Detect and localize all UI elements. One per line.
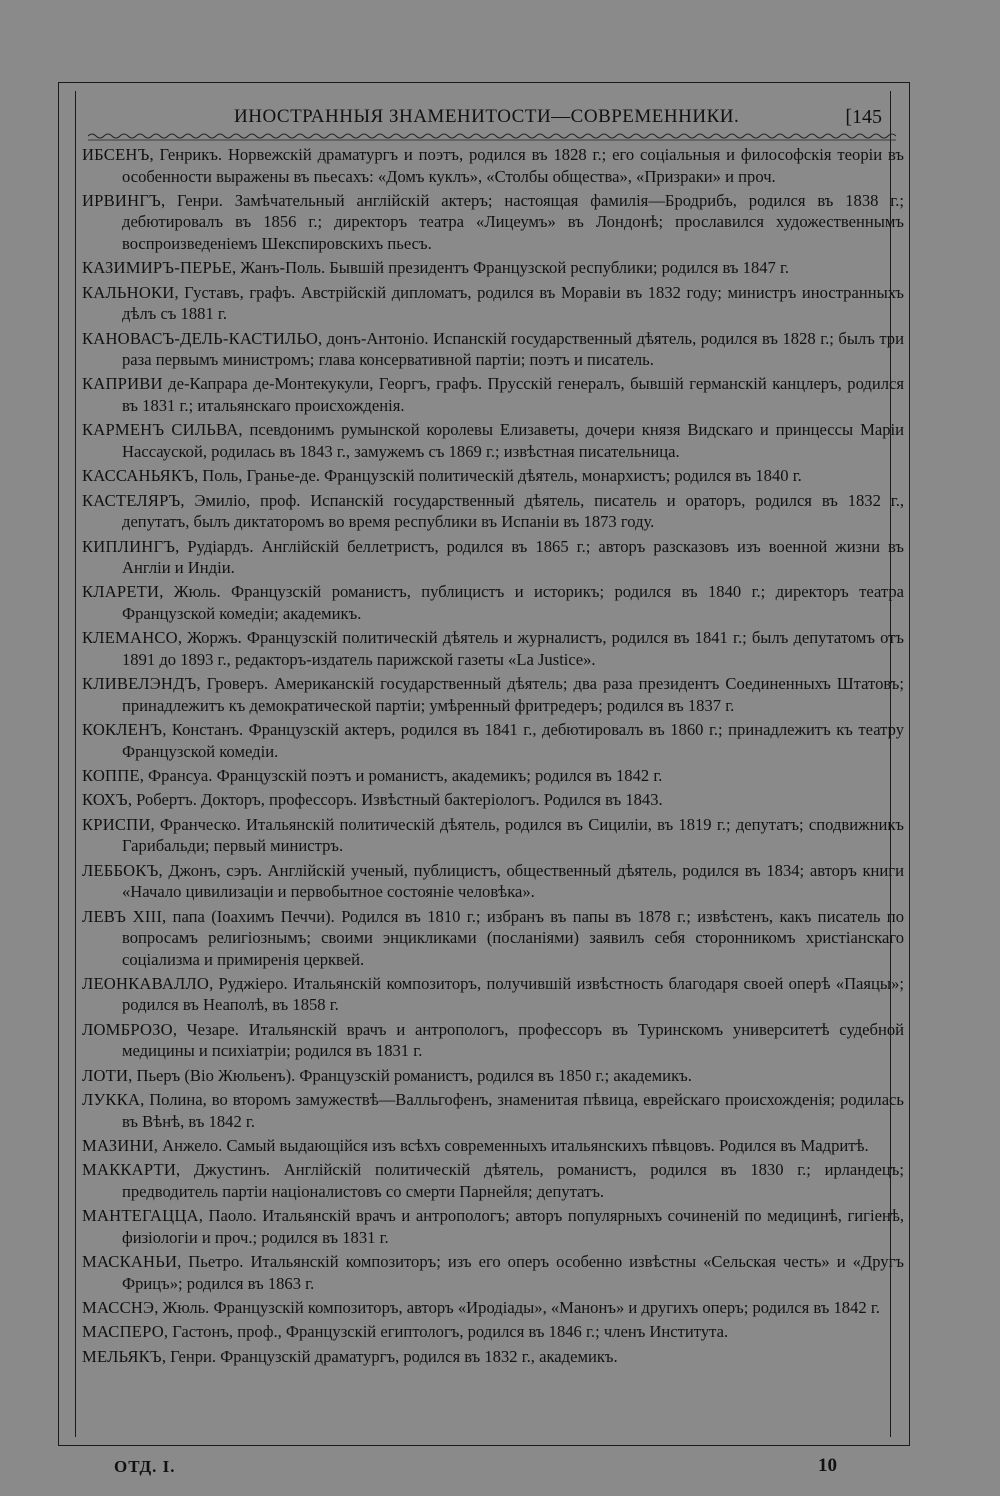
entry-name: КЛАРЕТИ bbox=[82, 582, 160, 602]
entry-text: , Генрикъ. Норвежскій драматургъ и поэтъ, родился въ 1828 г.; его соціальныя и философскія теоріи въ особенности выражены въ пьесахъ: «Домъ куклъ», «Столбы общества», «Призраки» и проч. bbox=[122, 145, 904, 186]
entry-name: МАСКАНЬИ bbox=[82, 1252, 178, 1272]
entry-text: , Генри. Французскій драматургъ, родился въ 1832 г., академикъ. bbox=[161, 1346, 618, 1366]
entry bbox=[82, 373, 904, 416]
entry-text: , Робертъ. Докторъ, профессоръ. Извѣстный бактеріологъ. Родился въ 1843. bbox=[127, 790, 663, 810]
entry-name: ЛЕОНКАВАЛЛО bbox=[82, 973, 210, 993]
entry bbox=[82, 465, 904, 487]
entry bbox=[82, 1251, 904, 1294]
entry-list bbox=[82, 144, 904, 1370]
entry-text: , Руджіеро. Итальянскій композиторъ, получившій извѣстность благодаря своей оперѣ «Паяцы»; родился въ Неаполѣ, въ 1858 г. bbox=[122, 973, 904, 1015]
entry bbox=[82, 906, 904, 971]
entry-text: , Эмиліо, проф. Испанскій государственный дѣятель, писатель и ораторъ, родился въ 1832 г., депутатъ, былъ диктаторомъ во время республики въ Испаніи въ 1873 году. bbox=[122, 490, 904, 532]
entry-text: , Жюль. Французскій композиторъ, авторъ «Иродіады», «Манонъ» и другихъ оперъ; родился въ 1842 г. bbox=[154, 1298, 880, 1318]
entry bbox=[82, 490, 904, 533]
entry-name: КАПРИВИ bbox=[82, 374, 163, 394]
entry-text: , Анжело. Самый выдающійся изъ всѣхъ современныхъ итальянскихъ пѣвцовъ. Родился въ Мадритѣ. bbox=[153, 1135, 869, 1155]
entry-name: ИРВИНГЪ bbox=[82, 190, 161, 210]
entry-name: КАЗИМИРЪ-ПЕРЬЕ bbox=[82, 258, 232, 278]
section-mark: ОТД. I. bbox=[114, 1457, 176, 1476]
entry bbox=[82, 581, 904, 624]
entry-text: , Франсуа. Французскій поэтъ и романистъ, академикъ; родился въ 1842 г. bbox=[139, 765, 663, 785]
entry-name: МАСПЕРО bbox=[82, 1322, 164, 1342]
running-title: ИНОСТРАННЫЯ ЗНАМЕНИТОСТИ—СОВРЕМЕННИКИ. bbox=[234, 106, 740, 127]
entry-name: МАККАРТИ bbox=[82, 1160, 177, 1180]
entry bbox=[82, 860, 904, 903]
entry-text: , Пьетро. Итальянскій композиторъ; изъ его оперъ особенно извѣстны «Сельская честь» и «Другъ Фрицъ»; родился въ 1863 г. bbox=[122, 1252, 904, 1293]
entry-name: ЛЕББОКЪ bbox=[82, 860, 159, 880]
entry-name: МЕЛЬЯКЪ bbox=[82, 1346, 162, 1366]
entry-name: КАСТЕЛЯРЪ bbox=[82, 490, 181, 510]
entry-name: КОХЪ bbox=[82, 790, 128, 810]
entry bbox=[82, 1321, 904, 1343]
entry bbox=[82, 1019, 904, 1062]
entry-name: ЛЕВЪ XIII bbox=[82, 906, 163, 926]
entry-text: , Гроверъ. Американскій государственный дѣятель; два раза президентъ Соединенныхъ Штатовъ; принадлежитъ къ демократической партіи; умѣренный фритредеръ; родился въ 1837 г. bbox=[122, 674, 904, 715]
entry-text: де-Капрара де-Монтекукули, Георгъ, графъ. Прусскій генералъ, бывшій германскій канцлеръ, родился въ 1831 г.; итальянскаго происхожденія. bbox=[122, 374, 904, 415]
entry bbox=[82, 328, 904, 371]
entry bbox=[82, 1159, 904, 1202]
entry-text: , Жоржъ. Французскій политическій дѣятель и журналистъ, родился въ 1841 г.; былъ депутатомъ отъ 1891 до 1893 г., редакторъ-издатель парижской газеты «La Justice». bbox=[122, 628, 904, 669]
entry-text: , Густавъ, графъ. Австрійскій дипломатъ, родился въ Моравіи въ 1832 году; министръ иностранныхъ дѣлъ съ 1881 г. bbox=[122, 282, 904, 324]
entry-name: МАССНЭ bbox=[82, 1298, 155, 1318]
ornamental-rule bbox=[88, 131, 896, 143]
entry-text: , Констанъ. Французскій актеръ, родился въ 1841 г., дебютировалъ въ 1860 г.; принадлежитъ къ театру Французской комедіи. bbox=[122, 720, 904, 761]
entry bbox=[82, 789, 904, 811]
entry bbox=[82, 190, 904, 255]
entry-text: , Пьеръ (Віо Жюльенъ). Французскій романистъ, родился въ 1850 г.; академикъ. bbox=[128, 1065, 692, 1085]
entry-name: КОППЕ bbox=[82, 765, 140, 785]
sheet-number: 10 bbox=[818, 1455, 837, 1476]
entry bbox=[82, 814, 904, 857]
entry bbox=[82, 1297, 904, 1319]
entry bbox=[82, 627, 904, 670]
entry bbox=[82, 673, 904, 716]
entry-text: , Джонъ, сэръ. Англійскій ученый, публицистъ, общественный дѣятель, родился въ 1834; авторъ книги «Начало цивилизаціи и первобытное состояніе человѣка». bbox=[122, 860, 904, 902]
entry bbox=[82, 144, 904, 187]
entry bbox=[82, 1065, 904, 1087]
entry-text: , Полина, во второмъ замужествѣ—Валльгофенъ, знаменитая пѣвица, еврейскаго происхожденія; родилась въ Вѣнѣ, въ 1842 г. bbox=[122, 1090, 904, 1131]
entry-name: КРИСПИ bbox=[82, 814, 151, 834]
entry-name: КЛЕМАНСО bbox=[82, 628, 178, 648]
entry bbox=[82, 1089, 904, 1132]
entry-text: , Франческо. Итальянскій политическій дѣятель, родился въ Сициліи, въ 1819 г.; депутатъ; сподвижникъ Гарибальди; первый министръ. bbox=[122, 814, 904, 856]
entry-name: МАНТЕГАЦЦА bbox=[82, 1206, 199, 1226]
entry-name: КАЛЬНОКИ bbox=[82, 282, 175, 302]
entry bbox=[82, 257, 904, 279]
entry bbox=[82, 419, 904, 462]
entry-name: КОКЛЕНЪ bbox=[82, 720, 163, 740]
entry-text: , Жюль. Французскій романистъ, публицистъ и историкъ; родился въ 1840 г.; директоръ театра Французской комедіи; академикъ. bbox=[122, 582, 904, 623]
entry bbox=[82, 719, 904, 762]
entry bbox=[82, 1205, 904, 1248]
entry bbox=[82, 282, 904, 325]
entry bbox=[82, 1135, 904, 1157]
entry-name: МАЗИНИ bbox=[82, 1135, 154, 1155]
entry-text: , Джустинъ. Англійскій политическій дѣятель, романистъ, родился въ 1830 г.; ирландецъ; предводитель партіи націоналистовъ со смерти Парнейля; депутатъ. bbox=[122, 1160, 904, 1201]
entry-text: , Жанъ-Поль. Бывшій президентъ Французской республики; родился въ 1847 г. bbox=[231, 258, 790, 278]
entry-name: ЛОТИ bbox=[82, 1065, 129, 1085]
entry-name: КАССАНЬЯКЪ bbox=[82, 466, 194, 486]
entry bbox=[82, 765, 904, 787]
entry-name: ИБСЕНЪ bbox=[82, 145, 150, 164]
entry bbox=[82, 1346, 904, 1368]
entry-name: КАРМЕНЪ СИЛЬВА bbox=[82, 420, 239, 440]
entry-text: , Чезаре. Итальянскій врачъ и антропологъ, профессоръ въ Туринскомъ университетѣ судебной медицины и психіатріи; родился въ 1831 г. bbox=[122, 1019, 904, 1061]
entry-text: , Поль, Гранье-де. Французскій политическій дѣятель, монархистъ; родился въ 1840 г. bbox=[194, 466, 802, 486]
entry-name: КАНОВАСЪ-ДЕЛЬ-КАСТИЛЬО bbox=[82, 328, 318, 348]
entry bbox=[82, 536, 904, 579]
entry-text: , Паоло. Итальянскій врачъ и антропологъ; авторъ популярныхъ сочиненій по медицинѣ, гигіенѣ, физіологіи и проч.; родился въ 1831 г. bbox=[122, 1206, 904, 1247]
entry-name: КИПЛИНГЪ bbox=[82, 536, 176, 556]
entry bbox=[82, 973, 904, 1016]
entry-text: , папа (Іоахимъ Печчи). Родился въ 1810 г.; избранъ въ папы въ 1878 г.; извѣстенъ, какъ писатель по вопросамъ религіознымъ; своими энцикликами (посланіями) заявилъ себя сторонникомъ христіанскаго соціализма и примиренія церквей. bbox=[122, 906, 904, 969]
entry-name: ЛУККА bbox=[82, 1090, 141, 1110]
entry-text: , Гастонъ, проф., Французскій египтологъ, родился въ 1846 г.; членъ Института. bbox=[163, 1322, 729, 1342]
entry-name: ЛОМБРОЗО bbox=[82, 1019, 173, 1039]
entry-text: , Генри. Замѣчательный англійскій актеръ; настоящая фамилія—Бродрибъ, родился въ 1838 г.; дебютировалъ въ 1856 г.; директоръ театра «Лицеумъ» въ Лондонѣ; прославился художественнымъ воспроизведеніемъ Шекспировскихъ пьесъ. bbox=[122, 190, 904, 253]
entry-text: , Рудіардъ. Англійскій беллетристъ, родился въ 1865 г.; авторъ разсказовъ изъ военной жизни въ Англіи и Индіи. bbox=[122, 536, 904, 578]
entry-text: , псевдонимъ румынской королевы Елизаветы, дочери князя Видскаго и принцессы Маріи Нассауской, родилась въ 1843 г., замужемъ съ 1869 г.; извѣстная писательница. bbox=[122, 420, 904, 461]
entry-text: , донъ-Антоніо. Испанскій государственный дѣятель, родился въ 1828 г.; былъ три раза первымъ министромъ; глава консервативной партіи; поэтъ и писатель. bbox=[122, 328, 904, 370]
entry-name: КЛИВЕЛЭНДЪ bbox=[82, 674, 197, 694]
page-header bbox=[74, 104, 906, 132]
page-number: [145 bbox=[845, 106, 882, 128]
